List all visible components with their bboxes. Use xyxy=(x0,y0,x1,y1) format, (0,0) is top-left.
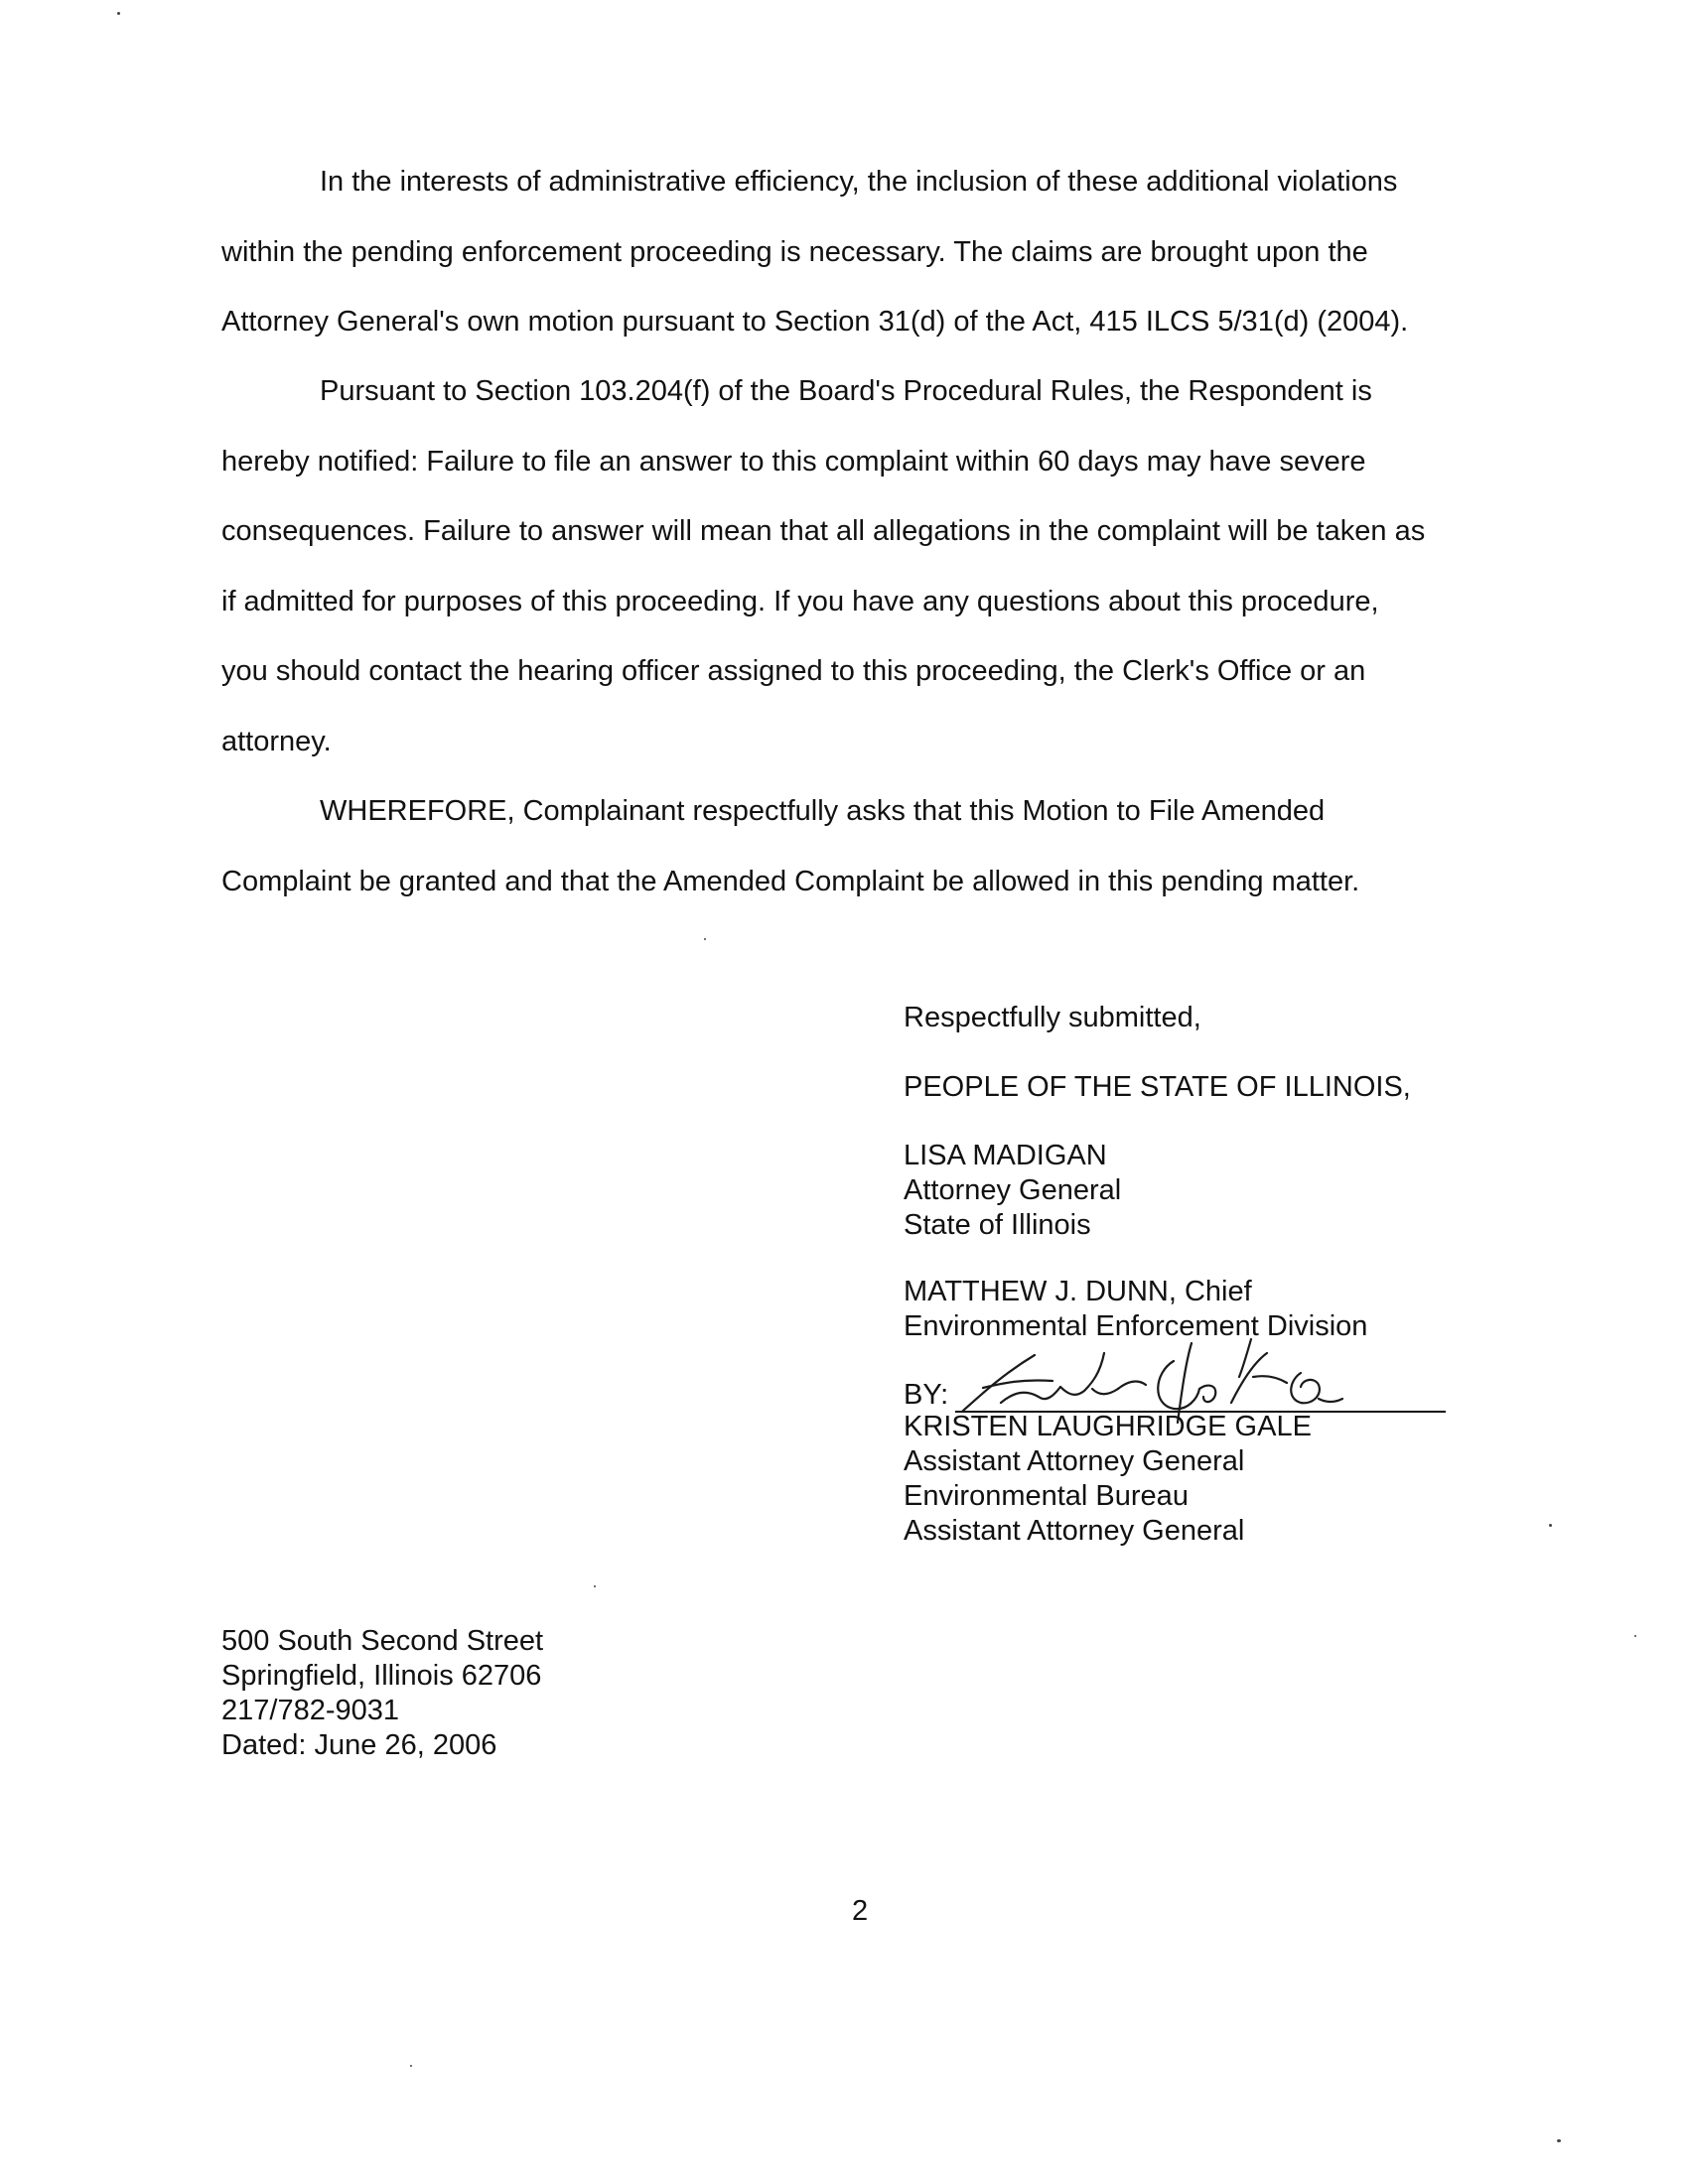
paragraph-notice xyxy=(221,356,1512,776)
paragraph-line: consequences. Failure to answer will mean that all allegations in the complaint will be taken as xyxy=(221,515,1426,547)
ag-name: LISA MADIGAN xyxy=(904,1140,1107,1171)
address-city: Springfield, Illinois 62706 xyxy=(221,1660,542,1692)
paragraph-line: Attorney General's own motion pursuant to Section 31(d) of the Act, 415 ILCS 5/31(d) (2004). xyxy=(221,306,1409,338)
signer-block xyxy=(904,1410,1312,1549)
paragraph-line xyxy=(221,776,1512,847)
scan-speck xyxy=(594,1585,596,1587)
paragraph-text: Pursuant to Section 103.204(f) of the Board's Procedural Rules, the Respondent is xyxy=(320,375,1372,407)
address-phone: 217/782-9031 xyxy=(221,1695,399,1726)
paragraph-line: if admitted for purposes of this proceeding. If you have any questions about this procedure, xyxy=(221,585,1379,617)
scan-speck xyxy=(1557,2139,1561,2142)
paragraph-line: attorney. xyxy=(221,725,332,757)
paragraph-text: WHEREFORE, Complainant respectfully asks that this Motion to File Amended xyxy=(320,795,1326,827)
signer-title-repeat: Assistant Attorney General xyxy=(904,1515,1245,1547)
signature-party xyxy=(904,1070,1411,1105)
signature-closing xyxy=(904,1001,1201,1035)
scan-speck xyxy=(1549,1524,1552,1527)
address-street: 500 South Second Street xyxy=(221,1625,544,1657)
party-text: PEOPLE OF THE STATE OF ILLINOIS, xyxy=(904,1071,1411,1103)
paragraph-line: Complaint be granted and that the Amended Complaint be allowed in this pending matter. xyxy=(221,865,1360,897)
ag-title: Attorney General xyxy=(904,1174,1122,1206)
paragraph-line xyxy=(221,147,1512,217)
scan-speck xyxy=(1634,1635,1636,1637)
closing-text: Respectfully submitted, xyxy=(904,1002,1201,1033)
chief-name: MATTHEW J. DUNN, Chief xyxy=(904,1276,1252,1307)
signer-title: Assistant Attorney General xyxy=(904,1445,1245,1477)
paragraph-text: In the interests of administrative efficiency, the inclusion of these additional violations xyxy=(320,166,1398,198)
paragraph-wherefore xyxy=(221,776,1512,916)
signer-bureau: Environmental Bureau xyxy=(904,1480,1189,1512)
ag-state: State of Illinois xyxy=(904,1209,1091,1241)
paragraph-line xyxy=(221,356,1512,427)
page-number: 2 xyxy=(852,1895,869,1927)
attorney-general-block xyxy=(904,1139,1121,1243)
paragraph-efficiency xyxy=(221,147,1512,357)
paragraph-line: hereby notified: Failure to file an answer to this complaint within 60 days may have severe xyxy=(221,445,1366,478)
paragraph-line: you should contact the hearing officer assigned to this proceeding, the Clerk's Office or an xyxy=(221,655,1366,687)
paragraph-line: within the pending enforcement proceeding is necessary. The claims are brought upon the xyxy=(221,235,1368,268)
scan-speck xyxy=(410,2065,412,2067)
address-block xyxy=(221,1624,543,1763)
chief-division: Environmental Enforcement Division xyxy=(904,1310,1368,1342)
scan-speck xyxy=(117,12,120,15)
by-label: BY: xyxy=(904,1379,949,1411)
scan-speck xyxy=(704,938,706,940)
signer-name: KRISTEN LAUGHRIDGE GALE xyxy=(904,1411,1312,1442)
address-dated: Dated: June 26, 2006 xyxy=(221,1729,497,1761)
